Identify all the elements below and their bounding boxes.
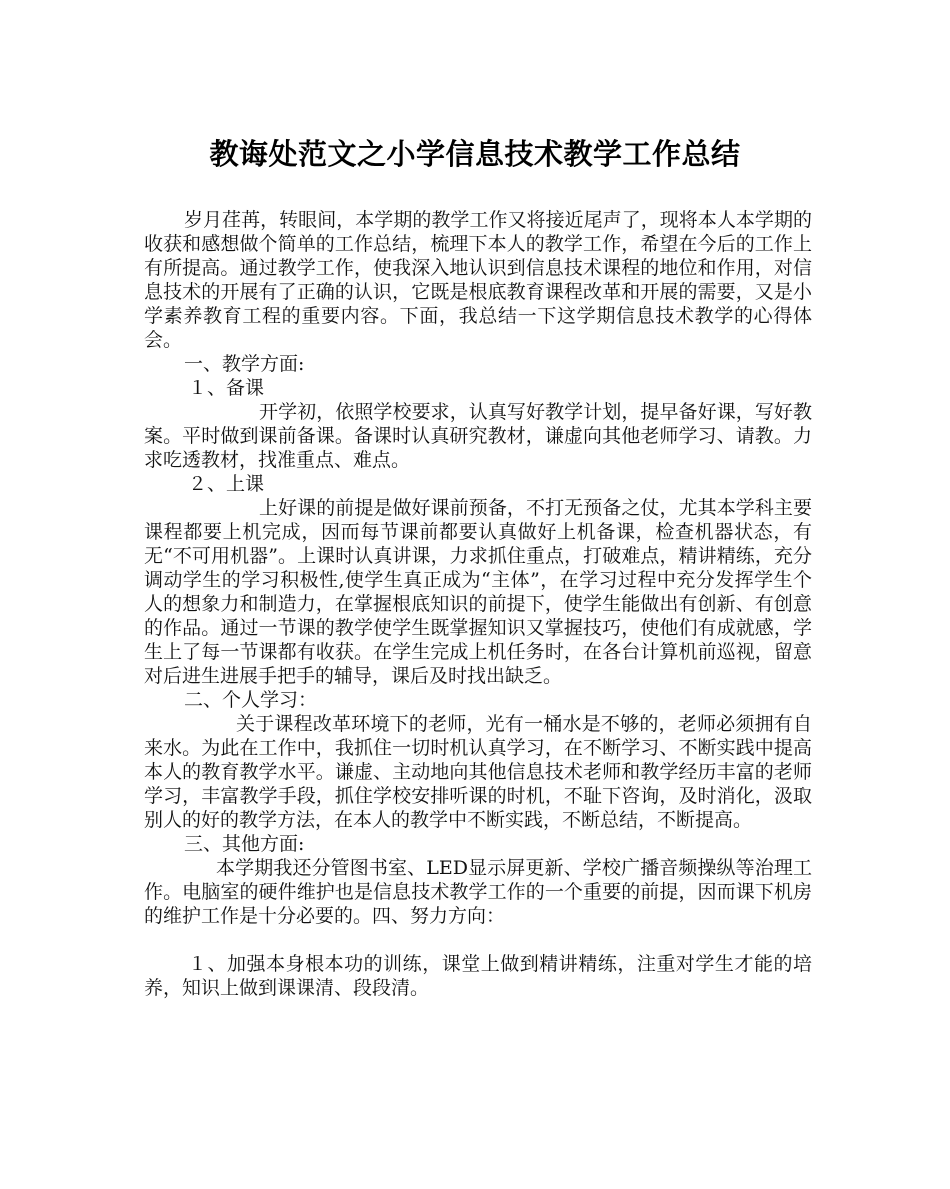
class-paragraph: 上好课的前提是做好课前预备，不打无预备之仗，尤其本学科主要课程都要上机完成，因而每节课前都要认真做好上机备课，检查机器状态，有无“不可用机器”。上课时认真讲课，力求抓住重点，打破难点，精讲精练，充分调动学生的学习积极性,使学生真正成为“主体”，在学习过程中充分发挥学生个人的想象力和制造力，在掌握根底知识的前提下，使学生能做出有创新、有创意的作品。通过一节课的教学使学生既掌握知识又掌握技巧，使他们有成就感，学生上了每一节课都有收获。在学生完成上机任务时，在各台计算机前巡视，留意对后进生进展手把手的辅导，课后及时找出缺乏。 <box>144 497 812 687</box>
document-body <box>144 208 812 1000</box>
section-heading-personal-study: 二、个人学习： <box>184 689 318 711</box>
other-paragraph: 本学期我还分管图书室、LED显示屏更新、学校广播音频操纵等治理工作。电脑室的硬件维护也是信息技术教学工作的一个重要的前提，因而课下机房的维护工作是十分必要的。四、努力方向： <box>144 857 812 927</box>
preparation-paragraph: 开学初，依照学校要求，认真写好教学计划，提早备好课，写好教案。平时做到课前备课。备课时认真研究教材，谦虚向其他老师学习、请教。力求吃透教材，找准重点、难点。 <box>144 401 812 471</box>
intro-paragraph: 岁月荏苒，转眼间，本学期的教学工作又将接近尾声了，现将本人本学期的收获和感想做个简单的工作总结，梳理下本人的教学工作，希望在今后的工作上有所提高。通过教学工作，使我深入地认识到信息技术课程的地位和作用，对信息技术的开展有了正确的认识，它既是根底教育课程改革和开展的需要，又是小学素养教育工程的重要内容。下面，我总结一下这学期信息技术教学的心得体会。 <box>144 209 812 351</box>
subsection-heading-preparation: １、备课 <box>188 377 265 399</box>
section-heading-teaching: 一、教学方面: <box>184 353 305 375</box>
subsection-heading-class: ２、上课 <box>188 473 265 495</box>
section-heading-other: 三、其他方面: <box>184 833 305 855</box>
direction-item-1: １、加强本身根本功的训练，课堂上做到精讲精练，注重对学生才能的培养，知识上做到课课清、段段清。 <box>144 953 812 999</box>
personal-study-paragraph: 关于课程改革环境下的老师，光有一桶水是不够的，老师必须拥有自来水。为此在工作中，我抓住一切时机认真学习，在不断学习、不断实践中提高本人的教育教学水平。谦虚、主动地向其他信息技术老师和教学经历丰富的老师学习，丰富教学手段，抓住学校安排听课的时机，不耻下咨询，及时消化，汲取别人的好的教学方法，在本人的教学中不断实践，不断总结，不断提高。 <box>144 713 812 831</box>
document-title: 教诲处范文之小学信息技术教学工作总结 <box>209 137 741 171</box>
paragraph-spacer <box>144 928 812 952</box>
